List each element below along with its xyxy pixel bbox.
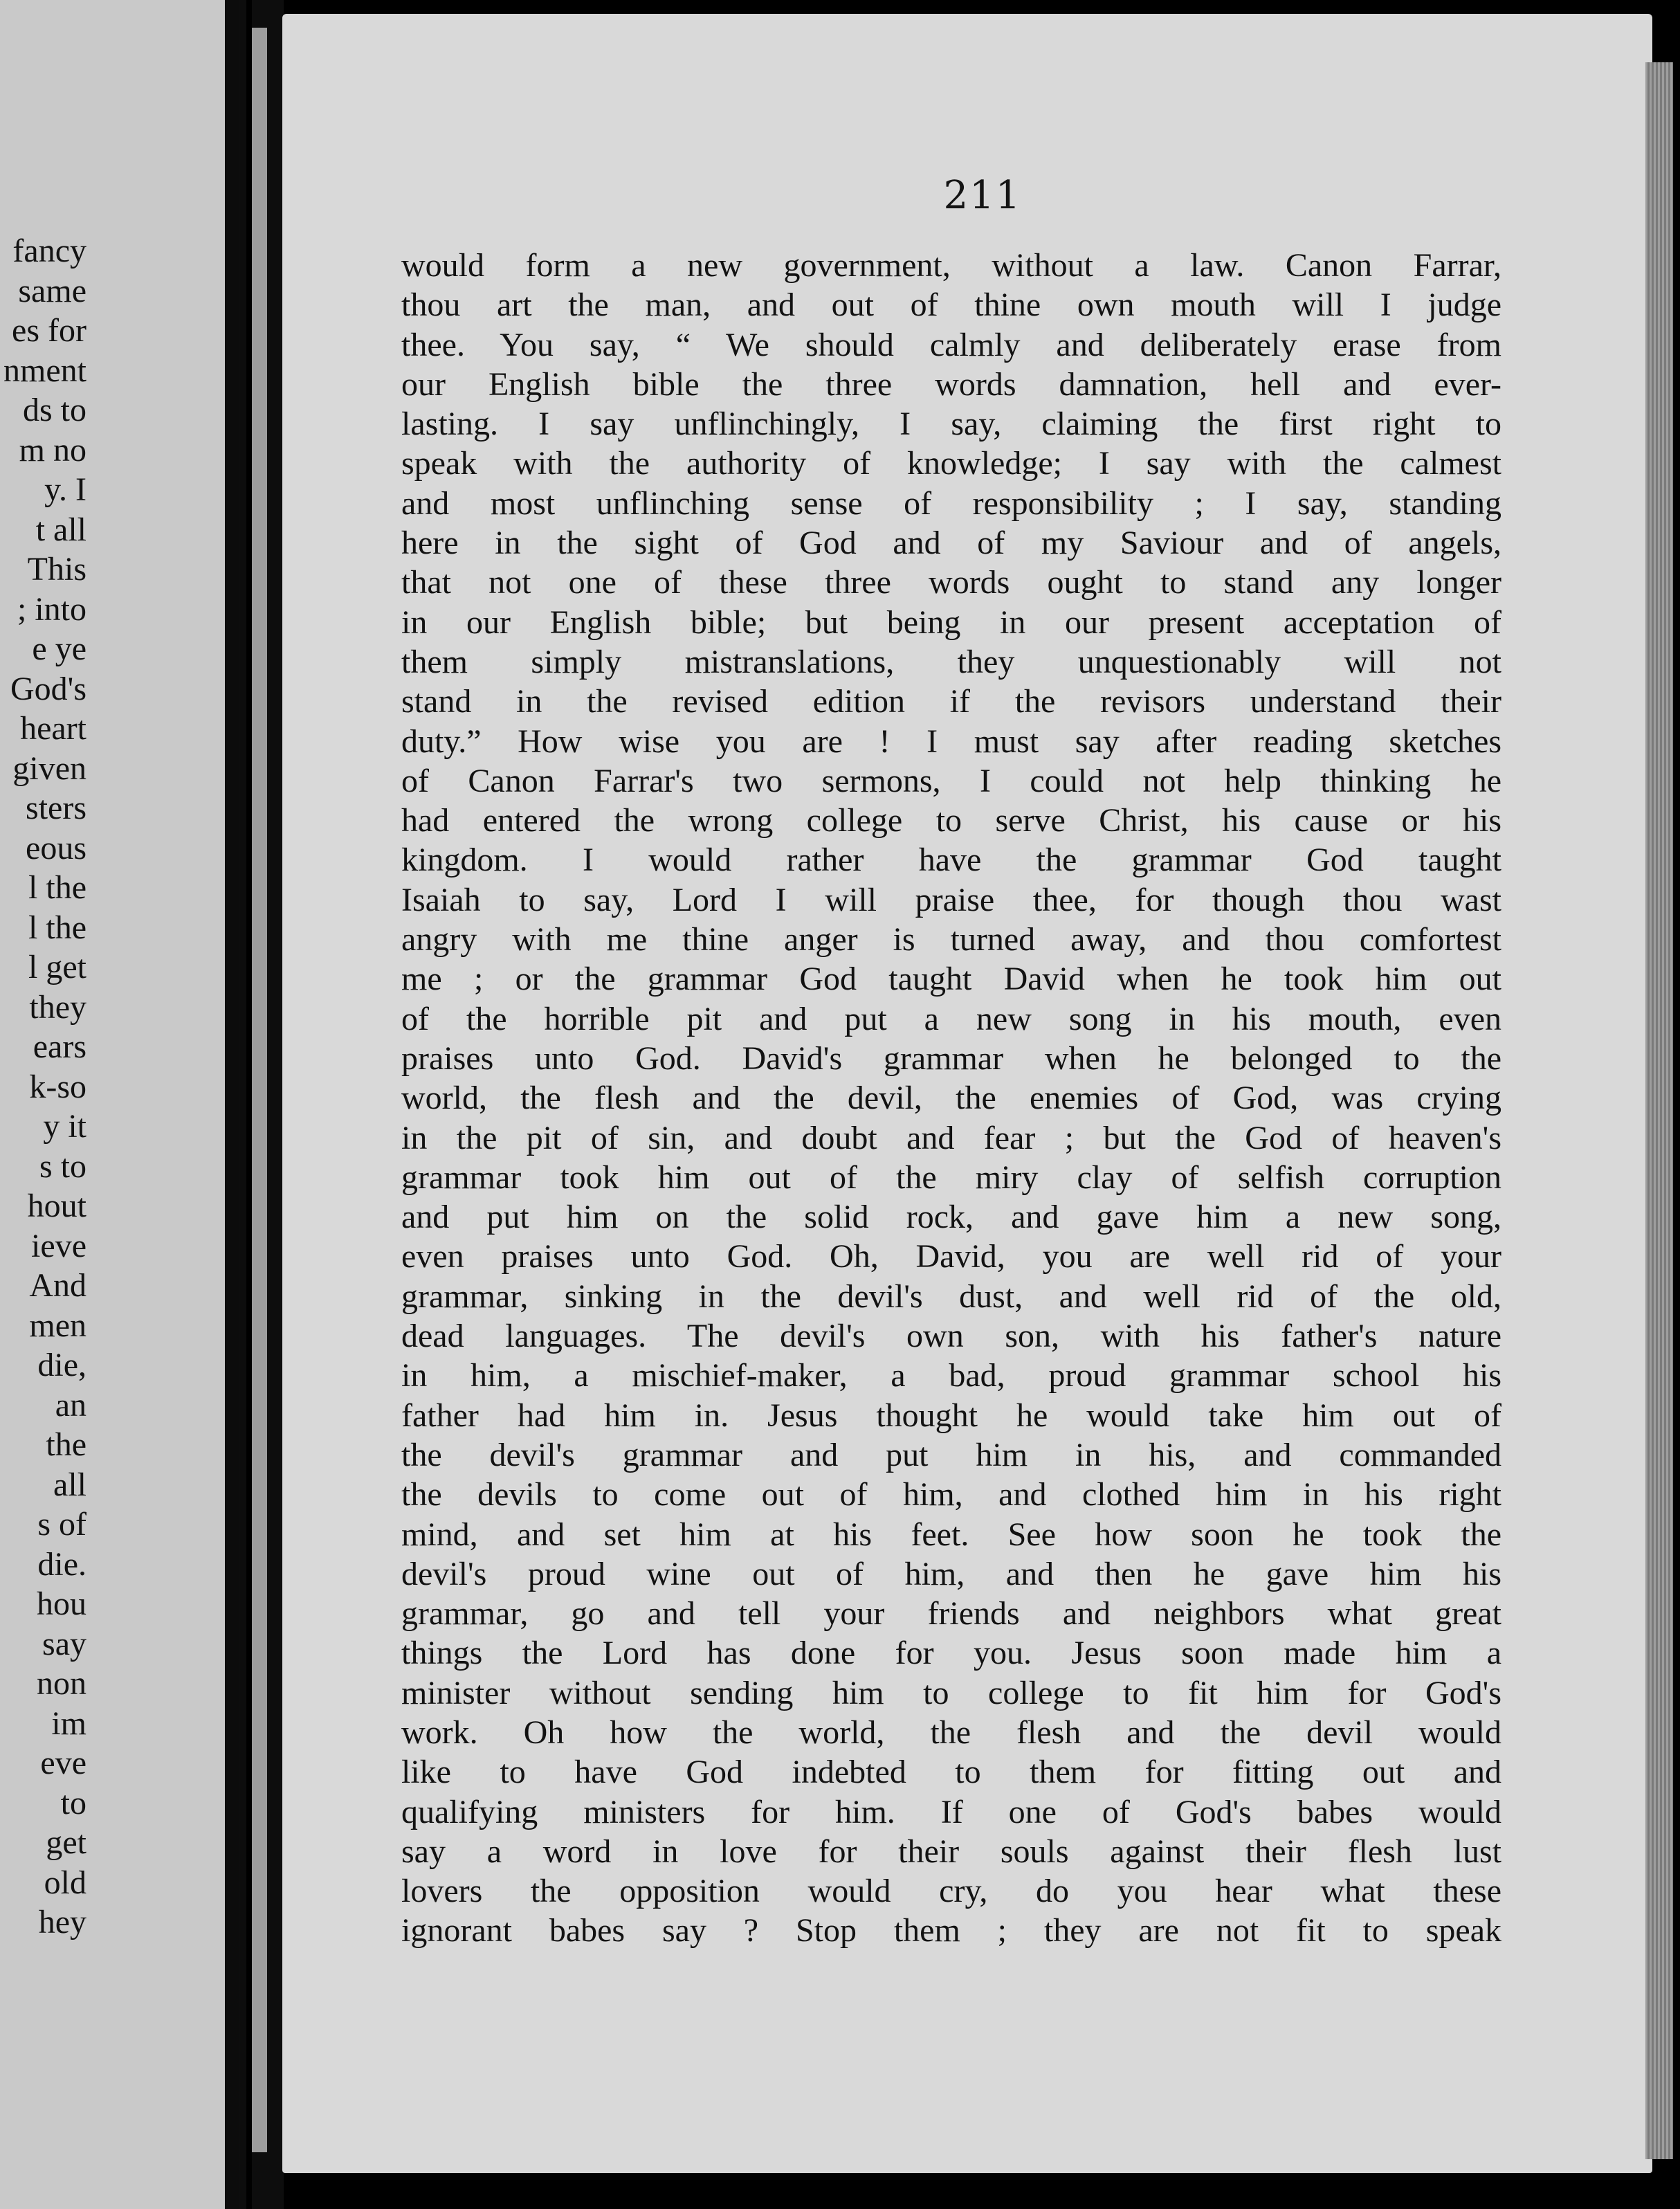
- body-text-line: lasting. I say unflinchingly, I say, claiming the first right to: [401, 406, 1501, 443]
- previous-page-line-fragment: eve: [40, 1745, 86, 1781]
- previous-page-line-fragment: the: [46, 1426, 86, 1463]
- body-text-line: here in the sight of God and of my Saviour and of angels,: [401, 525, 1501, 562]
- previous-page-line-fragment: l get: [28, 949, 86, 985]
- previous-page-line-fragment: old: [44, 1864, 86, 1901]
- previous-page-line-fragment: s of: [37, 1506, 86, 1543]
- body-text-line: like to have God indebted to them for fitting out and: [401, 1754, 1501, 1791]
- previous-page-line-fragment: m no: [19, 431, 86, 469]
- previous-page-line-fragment: ; into: [17, 590, 86, 628]
- body-text-line: in the pit of sin, and doubt and fear ; but the God of heaven's: [401, 1119, 1501, 1156]
- body-text-line: thou art the man, and out of thine own mouth will I judge: [401, 287, 1501, 324]
- previous-page-line-fragment: y it: [43, 1108, 86, 1145]
- body-text-line: grammar took him out of the miry clay of selfish corruption: [401, 1158, 1501, 1196]
- previous-page-line-fragment: sters: [26, 790, 86, 826]
- previous-page-line-fragment: God's: [10, 670, 86, 707]
- body-text-line: speak with the authority of knowledge; I say with the calmest: [401, 445, 1501, 482]
- previous-page-text-column: [0, 231, 86, 1943]
- body-text-line: me ; or the grammar God taught David when he took him out: [401, 961, 1501, 998]
- previous-page-line-fragment: t all: [35, 511, 86, 548]
- body-text-line: that not one of these three words ought to stand any longer: [401, 564, 1501, 601]
- previous-page-line-fragment: ears: [33, 1028, 86, 1065]
- previous-page-line-fragment: hou: [37, 1585, 86, 1622]
- gutter-shadow: [246, 0, 252, 2209]
- previous-page-line-fragment: l the: [28, 909, 86, 946]
- previous-page-line-fragment: they: [29, 988, 86, 1026]
- previous-page-line-fragment: same: [18, 272, 86, 309]
- body-text-line: mind, and set him at his feet. See how soon he took the: [401, 1516, 1501, 1553]
- body-text-line: in our English bible; but being in our present acceptation of: [401, 603, 1501, 641]
- body-text-line: world, the flesh and the devil, the enemies of God, was crying: [401, 1080, 1501, 1117]
- previous-page-line-fragment: all: [53, 1466, 86, 1503]
- body-text-line: angry with me thine anger is turned away, and thou comfortest: [401, 921, 1501, 958]
- body-text-line: kingdom. I would rather have the grammar God taught: [401, 842, 1501, 879]
- body-text-line: qualifying ministers for him. If one of God's babes would: [401, 1793, 1501, 1830]
- body-text-line: in him, a mischief-maker, a bad, proud grammar school his: [401, 1357, 1501, 1394]
- body-text-line: ignorant babes say ? Stop them ; they are not fit to speak: [401, 1912, 1501, 1949]
- body-text-line: and most unflinching sense of responsibility ; I say, standing: [401, 484, 1501, 522]
- body-text-line: praises unto God. David's grammar when he belonged to the: [401, 1039, 1501, 1077]
- previous-page-line-fragment: get: [46, 1824, 86, 1861]
- body-text-line: duty.” How wise you are ! I must say after reading sketches: [401, 722, 1501, 760]
- previous-page-line-fragment: k-so: [29, 1068, 86, 1105]
- previous-page-line-fragment: to: [60, 1784, 86, 1821]
- body-text-line: minister without sending him to college to fit him for God's: [401, 1674, 1501, 1711]
- body-text-column: [401, 246, 1501, 1951]
- previous-page-line-fragment: l the: [28, 869, 86, 906]
- body-text-line: the devil's grammar and put him in his, and commanded: [401, 1436, 1501, 1473]
- body-text-line: say a word in love for their souls against their flesh lust: [401, 1833, 1501, 1870]
- body-text-line: grammar, go and tell your friends and neighbors what great: [401, 1595, 1501, 1633]
- previous-page-line-fragment: eous: [26, 829, 86, 866]
- previous-page-line-fragment: ieve: [31, 1227, 86, 1264]
- previous-page-line-fragment: ds to: [22, 392, 86, 428]
- body-text-line: even praises unto God. Oh, David, you are well rid of your: [401, 1238, 1501, 1275]
- body-text-line: our English bible the three words damnation, hell and ever-: [401, 365, 1501, 403]
- previous-page-line-fragment: heart: [20, 710, 86, 747]
- body-text-line: of Canon Farrar's two sermons, I could not help thinking he: [401, 762, 1501, 799]
- previous-page-line-fragment: e ye: [32, 630, 86, 667]
- previous-page-line-fragment: hout: [27, 1188, 86, 1224]
- previous-page-line-fragment: given: [12, 749, 86, 787]
- body-text-line: things the Lord has done for you. Jesus soon made him a: [401, 1635, 1501, 1672]
- body-text-line: father had him in. Jesus thought he would take him out of: [401, 1397, 1501, 1434]
- body-text-line: grammar, sinking in the devil's dust, and well rid of the old,: [401, 1278, 1501, 1315]
- previous-page-line-fragment: s to: [39, 1147, 86, 1185]
- previous-page-line-fragment: nment: [3, 352, 86, 389]
- previous-page-fragment: [0, 0, 225, 2209]
- previous-page-line-fragment: hey: [38, 1904, 86, 1940]
- previous-page-line-fragment: men: [29, 1307, 86, 1344]
- previous-page-line-fragment: non: [37, 1665, 86, 1702]
- previous-page-line-fragment: y. I: [44, 471, 86, 508]
- body-text-line: the devils to come out of him, and clothed him in his right: [401, 1476, 1501, 1513]
- body-text-line: and put him on the solid rock, and gave him a new song,: [401, 1199, 1501, 1236]
- body-text-line: devil's proud wine out of him, and then he gave him his: [401, 1555, 1501, 1592]
- body-text-line: stand in the revised edition if the revisors understand their: [401, 683, 1501, 720]
- previous-page-line-fragment: This: [27, 551, 86, 588]
- body-text-line: dead languages. The devil's own son, with his father's nature: [401, 1318, 1501, 1355]
- page-stack-edge: [1645, 62, 1673, 2159]
- previous-page-line-fragment: And: [29, 1267, 86, 1304]
- previous-page-line-fragment: die,: [37, 1347, 86, 1383]
- body-text-line: them simply mistranslations, they unquestionably will not: [401, 643, 1501, 680]
- previous-page-line-fragment: an: [55, 1386, 86, 1424]
- body-text-line: of the horrible pit and put a new song in his mouth, even: [401, 1000, 1501, 1037]
- previous-page-line-fragment: fancy: [12, 233, 86, 269]
- previous-page-line-fragment: say: [42, 1625, 86, 1662]
- body-text-line: had entered the wrong college to serve Christ, his cause or his: [401, 802, 1501, 839]
- body-text-line: work. Oh how the world, the flesh and the devil would: [401, 1713, 1501, 1751]
- previous-page-edge: [225, 0, 239, 2209]
- body-text-line: thee. You say, “ We should calmly and deliberately erase from: [401, 326, 1501, 363]
- previous-page-line-fragment: die.: [37, 1545, 86, 1583]
- body-text-line: would form a new government, without a law. Canon Farrar,: [401, 247, 1501, 284]
- body-text-line: lovers the opposition would cry, do you hear what these: [401, 1873, 1501, 1910]
- page-number: 211: [943, 173, 1022, 218]
- previous-page-line-fragment: es for: [12, 312, 86, 349]
- body-text-line: Isaiah to say, Lord I will praise thee, for though thou wast: [401, 881, 1501, 918]
- previous-page-line-fragment: im: [51, 1705, 86, 1742]
